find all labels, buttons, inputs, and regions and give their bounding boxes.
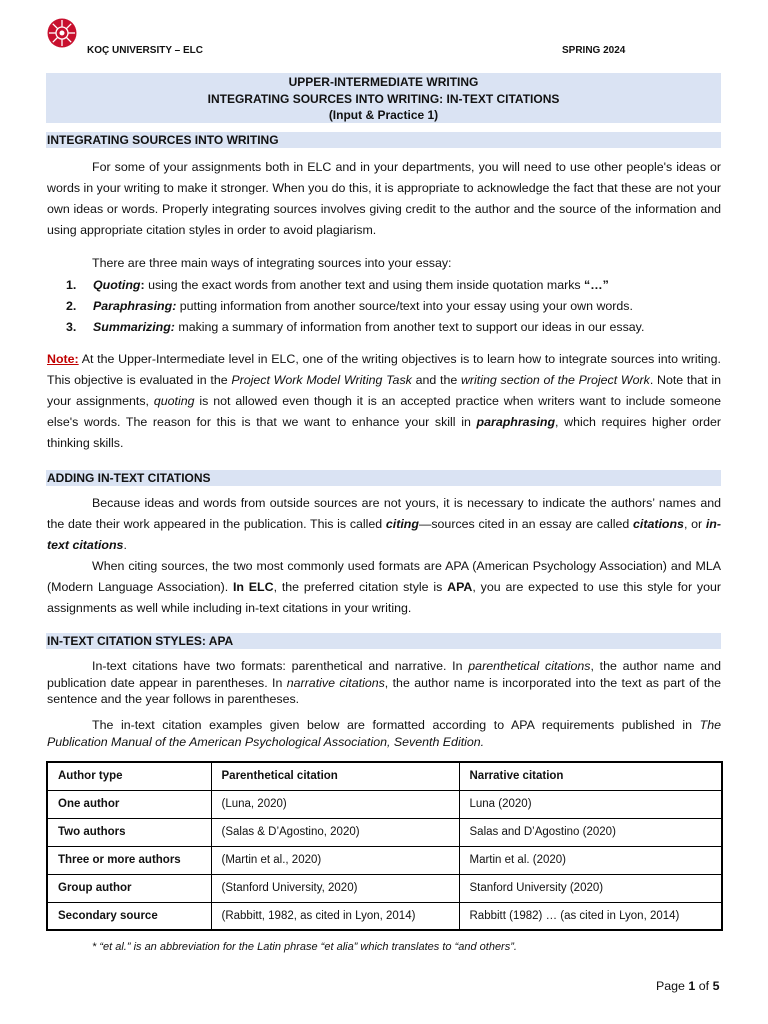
styles-paragraph-1: [47, 658, 721, 708]
institution-name: KOÇ UNIVERSITY – ELC: [87, 45, 203, 56]
list-number: 1.: [66, 278, 77, 292]
table-cell: Martin et al. (2020): [459, 846, 722, 874]
para-text: In-text citations have two formats: parenthetical and narrative. In: [92, 659, 469, 673]
page-total: 5: [712, 979, 720, 993]
para-text: APA: [447, 580, 473, 594]
para-text: , the preferred citation style is: [273, 580, 448, 594]
page-current: 1: [688, 979, 696, 993]
table-cell: (Luna, 2020): [211, 790, 459, 818]
table-cell: Stanford University (2020): [459, 874, 722, 902]
note-text: writing section of the Project Work: [460, 373, 650, 387]
note-text: Project Work Model Writing Task: [231, 373, 412, 387]
para-text: narrative citations: [286, 675, 385, 690]
table-header-cell: Narrative citation: [459, 762, 722, 790]
table-cell: (Salas & D’Agostino, 2020): [211, 818, 459, 846]
table-cell: Rabbitt (1982) … (as cited in Lyon, 2014): [459, 902, 722, 930]
note-text: is not allowed even though it is an accepted practice when writers want to include someone else's words. The reason for this is that we want to enhance your skill in: [47, 394, 721, 429]
list-quote: “…”: [584, 278, 609, 292]
page-of: of: [698, 979, 710, 993]
table-cell: Luna (2020): [459, 790, 722, 818]
page-number: [656, 979, 719, 993]
ways-intro: There are three main ways of integrating sources into your essay:: [92, 256, 452, 270]
document-title: [46, 73, 721, 123]
para-text: Because ideas and words from outside sources are not yours, it is necessary to indicate the authors’ names and the date their work appeared in the publication. This is called: [47, 496, 721, 531]
page-label: Page: [656, 979, 685, 993]
table-cell: (Stanford University, 2020): [211, 874, 459, 902]
section-heading-adding: ADDING IN-TEXT CITATIONS: [46, 470, 721, 486]
list-term-sep: :: [140, 278, 145, 292]
term-label: SPRING 2024: [562, 45, 626, 56]
note-text: , which requires higher order thinking skills.: [47, 415, 721, 450]
list-text: making a summary of information from another text to support our ideas in our essay.: [174, 320, 645, 334]
table-header-cell: Parenthetical citation: [211, 762, 459, 790]
section-heading-integrating: INTEGRATING SOURCES INTO WRITING: [46, 132, 721, 148]
note-text: . Note that in your assignments,: [47, 373, 721, 408]
list-item: [66, 296, 726, 316]
para-text: When citing sources, the two most commonly used formats are APA (American Psychology Association) and MLA (Modern Language Association).: [47, 559, 721, 594]
styles-paragraph-2: [47, 717, 721, 750]
para-text: The Publication Manual of the American Psychological Association, Seventh Edition.: [47, 718, 721, 749]
table-row: [47, 902, 722, 930]
para-text: parenthetical citations: [468, 659, 591, 673]
table-cell: Two authors: [47, 818, 211, 846]
para-text: citations: [633, 517, 684, 531]
para-text: in-text citations: [47, 517, 721, 552]
table-row: [47, 818, 722, 846]
adding-paragraph-2: [47, 556, 721, 619]
para-text: , or: [683, 517, 706, 531]
footnote: * “et al.” is an abbreviation for the Latin phrase “et alia” which translates to “and others”.: [92, 941, 517, 953]
note-text: quoting: [153, 394, 195, 408]
table-row: [47, 790, 722, 818]
table-cell: Salas and D’Agostino (2020): [459, 818, 722, 846]
table-header-cell: Author type: [47, 762, 211, 790]
para-text: , you are expected to use this style for your assignments as well while including in-text citations in your writing.: [47, 580, 721, 615]
table-row: [47, 846, 722, 874]
table-cell: Three or more authors: [47, 846, 211, 874]
note-text: paraphrasing: [476, 415, 556, 429]
note-paragraph: [47, 349, 721, 454]
list-number: 2.: [66, 299, 77, 313]
list-item: [66, 275, 726, 295]
title-line-3: (Input & Practice 1): [328, 108, 439, 122]
note-text: At the Upper-Intermediate level in ELC, one of the writing objectives is to learn how to integrate sources into writing. This objective is evaluated in the: [47, 352, 721, 387]
title-line-2: INTEGRATING SOURCES INTO WRITING: IN-TEXT CITATIONS: [207, 91, 560, 106]
para-text: , the author name is incorporated into the text as part of the sentence and the year follows in parentheses.: [47, 675, 721, 706]
intro-paragraph: For some of your assignments both in ELC and in your departments, you will need to use other people's ideas or words in your writing to make it stronger. When you do this, it is appropriate to acknowledge the fact that these are not your own ideas or words. Properly integrating sources involves giving credit to the author and the source of the information and using appropriate citation styles in order to avoid plagiarism.: [47, 160, 721, 237]
table-cell: Secondary source: [47, 902, 211, 930]
para-text: , the author name and publication date appear in parentheses. In: [47, 659, 721, 690]
adding-paragraph-1: [47, 493, 721, 556]
list-term: Paraphrasing:: [93, 299, 177, 313]
list-number: 3.: [66, 320, 77, 334]
koc-university-logo-icon: [47, 18, 77, 48]
para-text: In ELC: [232, 580, 274, 594]
para-text: —sources cited in an essay are called: [418, 517, 633, 531]
table-cell: (Martin et al., 2020): [211, 846, 459, 874]
section-heading-styles: IN-TEXT CITATION STYLES: APA: [46, 633, 721, 649]
para-text: The in-text citation examples given below are formatted according to APA requirements published in: [92, 718, 700, 732]
note-label: Note:: [47, 352, 79, 366]
list-term: Summarizing:: [93, 320, 175, 334]
list-term: Quoting: [93, 278, 141, 292]
table-row: [47, 874, 722, 902]
list-text: using the exact words from another text and using them inside quotation marks: [144, 278, 585, 292]
table-header-row: [47, 762, 722, 790]
title-line-1: UPPER-INTERMEDIATE WRITING: [288, 75, 479, 89]
citation-table: [46, 761, 723, 931]
table-cell: One author: [47, 790, 211, 818]
table-cell: (Rabbitt, 1982, as cited in Lyon, 2014): [211, 902, 459, 930]
table-cell: Group author: [47, 874, 211, 902]
list-text: putting information from another source/text into your essay using your own words.: [176, 299, 633, 313]
list-item: [66, 317, 726, 337]
note-text: and the: [411, 373, 461, 387]
para-text: citing: [385, 517, 419, 531]
para-text: .: [123, 538, 127, 552]
